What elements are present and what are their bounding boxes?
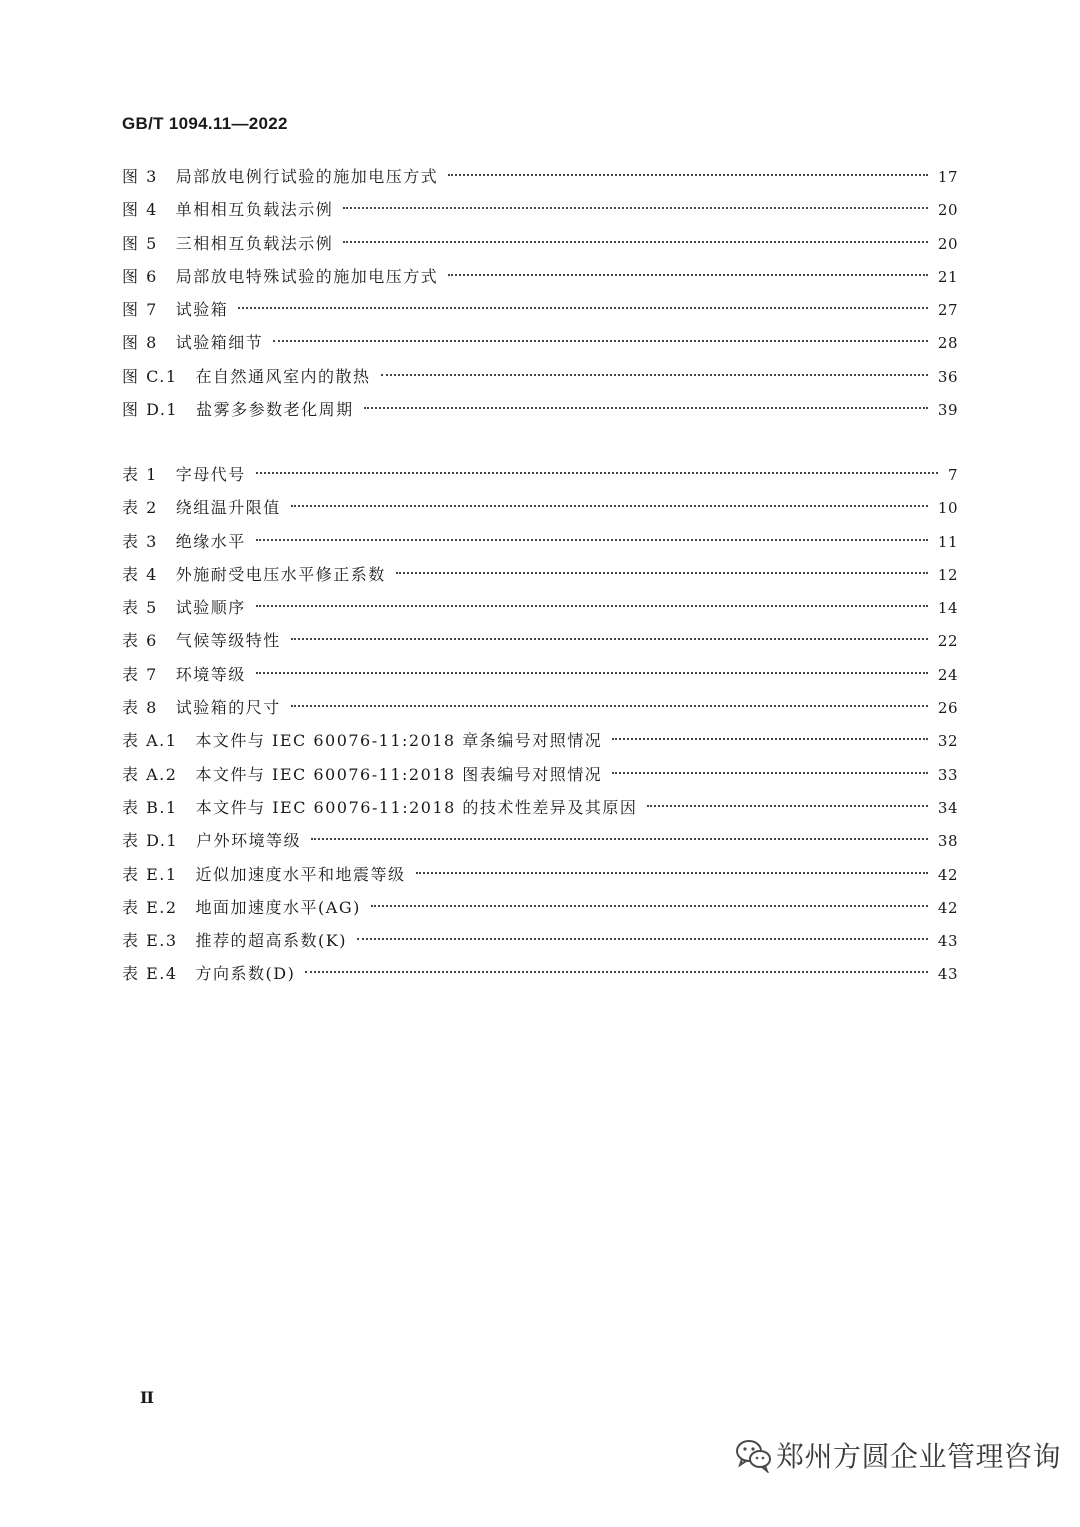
entry-title: 试验箱 (175, 300, 229, 320)
page-number: II (140, 1388, 153, 1407)
entry-page: 10 (937, 499, 958, 518)
dot-leader (371, 905, 928, 907)
dot-leader (256, 605, 928, 607)
wechat-icon (734, 1437, 774, 1473)
dot-leader (291, 638, 928, 640)
dot-leader (291, 505, 928, 507)
figure-entry[interactable] (122, 193, 958, 226)
table-entry[interactable] (122, 591, 958, 624)
entry-title: 方向系数(D) (195, 964, 296, 984)
figure-entry[interactable] (122, 326, 958, 359)
table-entry[interactable] (122, 624, 958, 657)
entry-title: 三相相互负载法示例 (175, 233, 334, 253)
entry-label: 表 E.3 (122, 931, 178, 951)
table-entry[interactable] (122, 525, 958, 558)
entry-label: 表 3 (122, 531, 158, 551)
entry-label: 图 7 (122, 300, 158, 320)
dot-leader (238, 307, 928, 309)
entry-page: 43 (937, 965, 958, 984)
figure-list (122, 160, 958, 426)
standard-code: GB/T 1094.11—2022 (122, 114, 288, 133)
entry-title: 推荐的超高系数(K) (195, 931, 347, 951)
figure-entry[interactable] (122, 393, 958, 426)
entry-title: 在自然通风室内的散热 (195, 366, 371, 386)
entry-title: 试验箱的尺寸 (175, 698, 281, 718)
entry-title: 本文件与 IEC 60076-11:2018 章条编号对照情况 (195, 731, 603, 751)
figure-entry[interactable] (122, 293, 958, 326)
entry-label: 图 6 (122, 266, 158, 286)
table-entry[interactable] (122, 957, 958, 990)
entry-label: 表 8 (122, 698, 158, 718)
entry-title: 本文件与 IEC 60076-11:2018 图表编号对照情况 (195, 764, 603, 784)
dot-leader (343, 207, 928, 209)
dot-leader (612, 738, 928, 740)
table-entry[interactable] (122, 924, 958, 957)
figure-entry[interactable] (122, 360, 958, 393)
entry-title: 盐雾多参数老化周期 (196, 400, 354, 420)
dot-leader (343, 241, 928, 243)
dot-leader (612, 772, 928, 774)
figure-entry[interactable] (122, 260, 958, 293)
dot-leader (416, 872, 928, 874)
dot-leader (256, 539, 928, 541)
entry-label: 表 E.4 (122, 964, 178, 984)
entry-page: 42 (937, 865, 958, 884)
table-list (122, 458, 958, 991)
entry-label: 表 2 (122, 498, 158, 518)
entry-label: 图 8 (122, 333, 158, 353)
entry-page: 42 (937, 898, 958, 917)
table-entry[interactable] (122, 791, 958, 824)
entry-label: 表 A.1 (122, 731, 178, 751)
entry-title: 环境等级 (175, 664, 246, 684)
entry-title: 绕组温升限值 (175, 498, 281, 518)
table-entry[interactable] (122, 824, 958, 857)
entry-label: 表 E.1 (122, 864, 178, 884)
entry-page: 39 (937, 401, 958, 420)
table-entry[interactable] (122, 458, 958, 491)
entry-title: 字母代号 (175, 465, 246, 484)
entry-label: 表 7 (122, 664, 158, 684)
entry-title: 单相相互负载法示例 (175, 200, 334, 220)
entry-page: 12 (937, 565, 958, 584)
entry-label: 表 D.1 (122, 831, 179, 851)
entry-page: 7 (947, 466, 958, 484)
entry-label: 表 B.1 (122, 797, 178, 817)
entry-page: 36 (937, 367, 958, 386)
dot-leader (396, 572, 928, 574)
table-entry[interactable] (122, 724, 958, 757)
table-entry[interactable] (122, 891, 958, 924)
entry-page: 27 (937, 301, 958, 320)
dot-leader (381, 374, 928, 376)
watermark-text: 郑州方圆企业管理咨询 (776, 1440, 1062, 1473)
entry-title: 户外环境等级 (196, 831, 302, 851)
entry-title: 局部放电特殊试验的施加电压方式 (175, 266, 439, 286)
dot-leader (256, 472, 938, 474)
entry-title: 近似加速度水平和地震等级 (195, 864, 406, 884)
entry-title: 地面加速度水平(AG) (195, 897, 361, 917)
table-entry[interactable] (122, 491, 958, 524)
entry-page: 14 (937, 599, 958, 618)
entry-page: 43 (937, 932, 958, 951)
entry-label: 图 C.1 (122, 366, 178, 386)
entry-title: 绝缘水平 (175, 531, 246, 551)
entry-page: 22 (937, 632, 958, 651)
entry-page: 32 (937, 732, 958, 751)
entry-label: 表 4 (122, 564, 158, 584)
entry-label: 表 E.2 (122, 897, 178, 917)
entry-title: 气候等级特性 (175, 631, 281, 651)
watermark (734, 1435, 1061, 1475)
entry-page: 38 (937, 832, 958, 851)
entry-label: 图 D.1 (122, 400, 179, 420)
entry-label: 图 5 (122, 233, 158, 253)
entry-page: 26 (937, 699, 958, 718)
dot-leader (256, 672, 928, 674)
table-entry[interactable] (122, 691, 958, 724)
entry-label: 表 A.2 (122, 764, 178, 784)
entry-title: 本文件与 IEC 60076-11:2018 的技术性差异及其原因 (195, 797, 638, 817)
dot-leader (291, 705, 928, 707)
entry-page: 34 (937, 798, 958, 817)
entry-title: 试验箱细节 (175, 333, 264, 353)
entry-page: 11 (937, 532, 958, 551)
dot-leader (448, 274, 928, 276)
entry-label: 表 1 (122, 465, 158, 484)
dot-leader (448, 174, 928, 176)
entry-title: 外施耐受电压水平修正系数 (175, 564, 386, 584)
entry-page: 28 (937, 334, 958, 353)
table-entry[interactable] (122, 558, 958, 591)
dot-leader (357, 938, 928, 940)
entry-page: 20 (937, 201, 958, 220)
dot-leader (273, 340, 928, 342)
dot-leader (647, 805, 928, 807)
table-entry[interactable] (122, 658, 958, 691)
dot-leader (364, 407, 928, 409)
table-entry[interactable] (122, 858, 958, 891)
figure-entry[interactable] (122, 160, 958, 193)
entry-page: 17 (937, 168, 958, 186)
dot-leader (311, 838, 928, 840)
table-entry[interactable] (122, 758, 958, 791)
entry-title: 局部放电例行试验的施加电压方式 (175, 167, 439, 186)
entry-page: 21 (937, 267, 958, 286)
entry-label: 图 4 (122, 200, 158, 220)
entry-page: 33 (937, 765, 958, 784)
dot-leader (305, 971, 928, 973)
figure-entry[interactable] (122, 227, 958, 260)
entry-page: 20 (937, 234, 958, 253)
entry-page: 24 (937, 665, 958, 684)
entry-label: 表 6 (122, 631, 158, 651)
entry-label: 图 3 (122, 167, 158, 186)
entry-label: 表 5 (122, 598, 158, 618)
entry-title: 试验顺序 (175, 598, 246, 618)
